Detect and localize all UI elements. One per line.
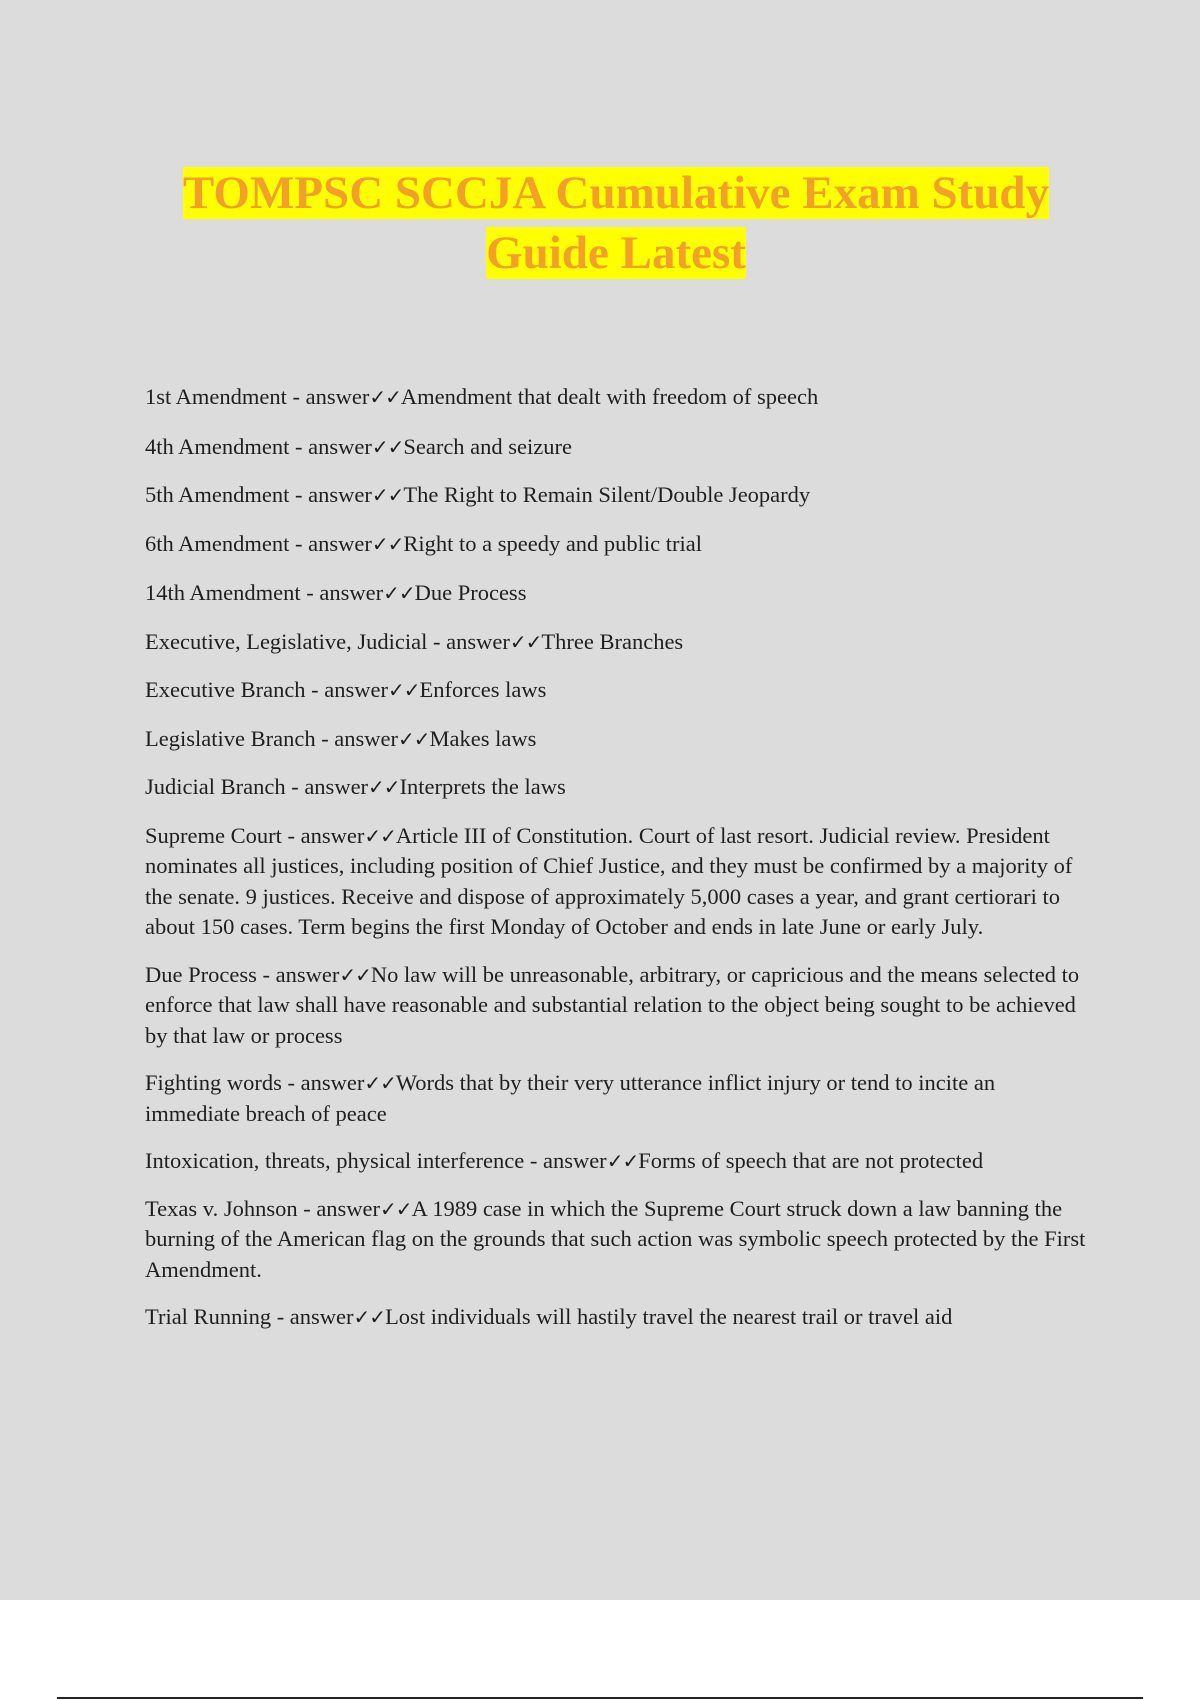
double-check-icon: ✓✓ [380,1196,412,1221]
entry-5th-amendment [145,480,1090,511]
entry-term: Trial Running - answer [145,1304,354,1329]
entry-due-process [145,960,1090,1052]
entry-definition: Interprets the laws [399,774,566,799]
entry-term: Supreme Court - answer [145,822,365,848]
entry-term: 14th Amendment - answer [145,580,384,605]
entry-definition: Words that by their very utterance inflict injury or tend to incite an immediate breach of peace [145,1070,996,1126]
entry-texas-v-johnson [145,1194,1090,1286]
entry-definition: No law will be unreasonable, arbitrary, or capricious and the means selected to enforce that law shall have reasonable and substantial relation to the object being sought to be achieved by that law or process [145,961,1080,1048]
entry-4th-amendment [145,432,1090,463]
entry-list [145,382,1090,1353]
double-check-icon: ✓✓ [371,531,404,556]
double-check-icon: ✓✓ [371,434,404,459]
entry-6th-amendment [145,529,1090,560]
double-check-icon: ✓✓ [371,483,404,507]
entry-definition: Three Branches [541,628,684,654]
entry-definition: Enforces laws [419,677,547,702]
entry-term: Executive Branch - answer [145,677,389,702]
double-check-icon: ✓✓ [383,581,415,605]
entry-definition: Search and seizure [403,433,573,459]
entry-supreme-court [145,821,1090,943]
entry-definition: Amendment that dealt with freedom of speech [400,384,819,409]
entry-definition: Due Process [414,580,527,605]
double-check-icon: ✓✓ [606,1149,639,1173]
footer-divider [57,1697,1143,1699]
entry-definition: Lost individuals will hastily travel the nearest trail or travel aid [385,1304,953,1329]
title-line-2: Guide Latest [486,227,746,279]
entry-term: 5th Amendment - answer [145,482,372,507]
entry-term: Texas v. Johnson - answer [145,1195,381,1221]
entry-definition: Makes laws [429,725,537,751]
entry-term: 1st Amendment - answer [145,384,370,409]
entry-definition: Forms of speech that are not protected [638,1148,984,1173]
double-check-icon: ✓✓ [398,726,430,751]
entry-term: Intoxication, threats, physical interference - answer [145,1148,607,1173]
entry-term: 4th Amendment - answer [145,433,372,459]
entry-judicial-branch [145,772,1090,803]
entry-three-branches [145,627,1090,658]
entry-definition: Article III of Constitution. Court of last resort. Judicial review. President nominates all justices, including position of Chief Justice, and they must be confirmed by a majority of the senate. 9 justices. Receive and dispose of approximately 5,000 cases a year, and grant certiorari to about 150 cases. Term begins the first Monday of October and ends in late June or early July. [145,822,1073,939]
double-check-icon: ✓✓ [509,629,542,654]
double-check-icon: ✓✓ [364,1071,396,1095]
title-line-1: TOMPSC SCCJA Cumulative Exam Study [182,167,1050,219]
entry-term: Judicial Branch - answer [145,774,369,799]
entry-definition: Right to a speedy and public trial [403,530,703,556]
entry-trial-running [145,1302,1090,1333]
entry-unprotected-speech [145,1146,1090,1177]
entry-legislative-branch [145,724,1090,755]
double-check-icon: ✓✓ [364,823,396,848]
entry-term: Executive, Legislative, Judicial - answer [145,628,510,654]
double-check-icon: ✓✓ [388,678,420,702]
double-check-icon: ✓✓ [368,775,400,799]
double-check-icon: ✓✓ [339,962,371,987]
entry-definition: A 1989 case in which the Supreme Court struck down a law banning the burning of the American flag on the grounds that such action was symbolic speech protected by the First Amendment. [145,1195,1086,1282]
entry-14th-amendment [145,578,1090,609]
entry-1st-amendment [145,382,1090,413]
entry-term: 6th Amendment - answer [145,530,372,556]
double-check-icon: ✓✓ [369,385,401,409]
entry-term: Fighting words - answer [145,1070,365,1095]
entry-fighting-words [145,1068,1090,1129]
double-check-icon: ✓✓ [353,1305,386,1329]
entry-term: Legislative Branch - answer [145,725,399,751]
entry-definition: The Right to Remain Silent/Double Jeopardy [403,482,811,507]
document-title [0,163,1200,283]
entry-executive-branch [145,675,1090,706]
entry-term: Due Process - answer [145,961,340,987]
